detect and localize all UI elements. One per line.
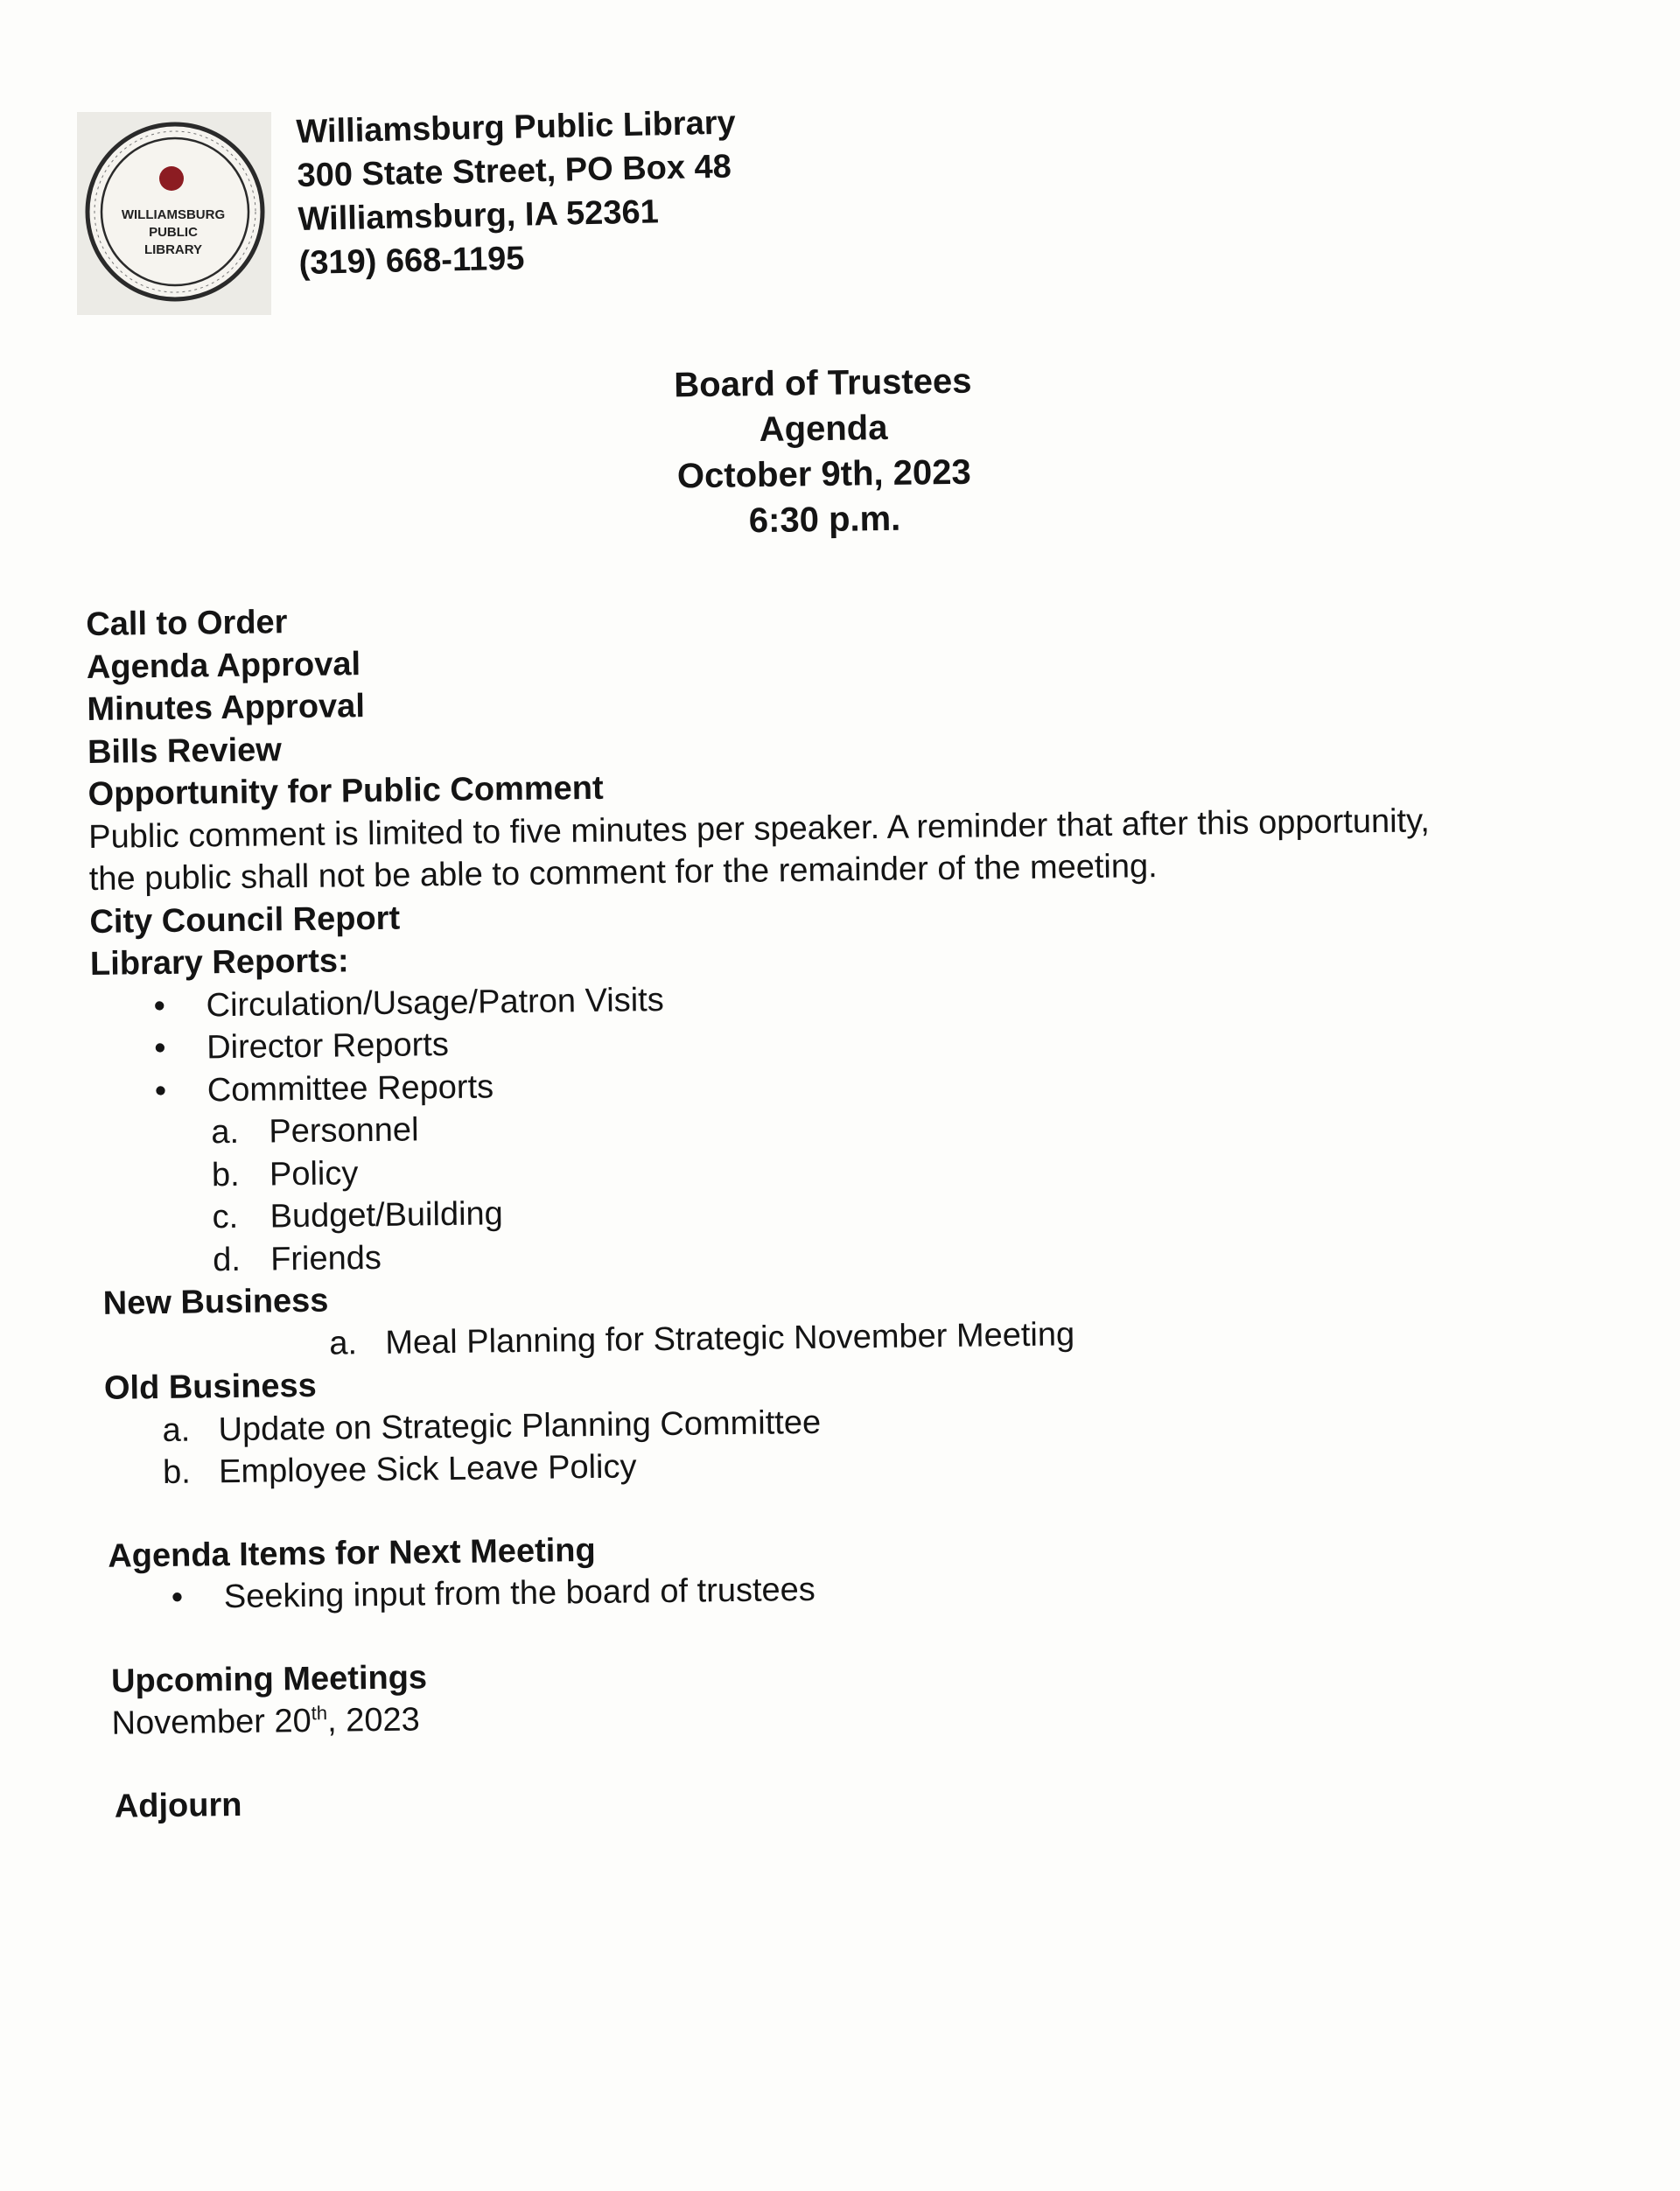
upcoming-date-year: , 2023 <box>326 1701 421 1740</box>
list-marker: d. <box>212 1241 242 1278</box>
item-upcoming-meetings: Upcoming Meetings <box>110 1658 428 1700</box>
upcoming-date-suffix: th <box>311 1702 328 1725</box>
agenda-list <box>86 584 1641 1827</box>
committee-label: Friends <box>270 1239 382 1278</box>
item-city-council-report: City Council Report <box>89 900 401 941</box>
item-call-to-order: Call to Order <box>86 604 288 643</box>
library-seal-logo <box>77 112 271 315</box>
library-phone: (319) 668-1195 <box>298 240 525 282</box>
item-agenda-approval: Agenda Approval <box>86 645 361 686</box>
upcoming-date-main: November 20 <box>111 1702 312 1742</box>
heading-agenda: Agenda <box>759 408 888 450</box>
item-new-business: New Business <box>102 1282 329 1322</box>
list-marker: b. <box>211 1156 240 1194</box>
old-business-label: Employee Sick Leave Policy <box>218 1448 637 1491</box>
list-marker: a. <box>329 1324 358 1362</box>
library-city: Williamsburg, IA 52361 <box>298 193 660 238</box>
logo-line3: LIBRARY <box>144 242 203 257</box>
heading-board: Board of Trustees <box>674 361 972 405</box>
list-marker: c. <box>212 1198 239 1236</box>
library-report-label: Director Reports <box>206 1026 450 1067</box>
old-business-label: Update on Strategic Planning Committee <box>218 1404 822 1448</box>
item-old-business: Old Business <box>103 1367 318 1407</box>
next-meeting-label: Seeking input from the board of trustees <box>223 1571 816 1616</box>
logo-line1: WILLIAMSBURG <box>121 207 226 222</box>
bullet-icon: • <box>154 1072 167 1110</box>
public-comment-text-2: the public shall not be able to comment for the remainder of the meeting. <box>88 848 1158 898</box>
item-adjourn: Adjourn <box>114 1786 242 1825</box>
library-report-label: Circulation/Usage/Patron Visits <box>206 981 664 1024</box>
logo-line2: PUBLIC <box>149 225 198 240</box>
bullet-icon: • <box>171 1578 184 1616</box>
list-marker: a. <box>162 1411 191 1449</box>
public-comment-text-1: Public comment is limited to five minutes per speaker. A reminder that after this opportunity, <box>88 802 1431 856</box>
item-next-meeting-items: Agenda Items for Next Meeting <box>108 1531 596 1575</box>
agenda-heading <box>595 357 1053 545</box>
new-business-label: Meal Planning for Strategic November Meeting <box>385 1315 1075 1362</box>
item-library-reports: Library Reports: <box>89 942 349 983</box>
list-marker: b. <box>162 1453 192 1491</box>
item-public-comment: Opportunity for Public Comment <box>88 769 604 813</box>
library-name: Williamsburg Public Library <box>296 104 737 150</box>
bullet-icon: • <box>153 1029 166 1068</box>
letterhead <box>296 101 738 284</box>
committee-label: Policy <box>269 1154 359 1193</box>
library-report-label: Committee Reports <box>206 1068 494 1109</box>
item-bills-review: Bills Review <box>87 731 283 771</box>
item-minutes-approval: Minutes Approval <box>87 688 366 728</box>
heading-date: October 9th, 2023 <box>676 452 971 496</box>
committee-label: Personnel <box>269 1111 419 1151</box>
bullet-icon: • <box>153 987 166 1025</box>
committee-label: Budget/Building <box>270 1195 504 1236</box>
heading-time: 6:30 p.m. <box>748 499 901 541</box>
library-street: 300 State Street, PO Box 48 <box>297 148 732 194</box>
list-marker: a. <box>211 1113 240 1152</box>
